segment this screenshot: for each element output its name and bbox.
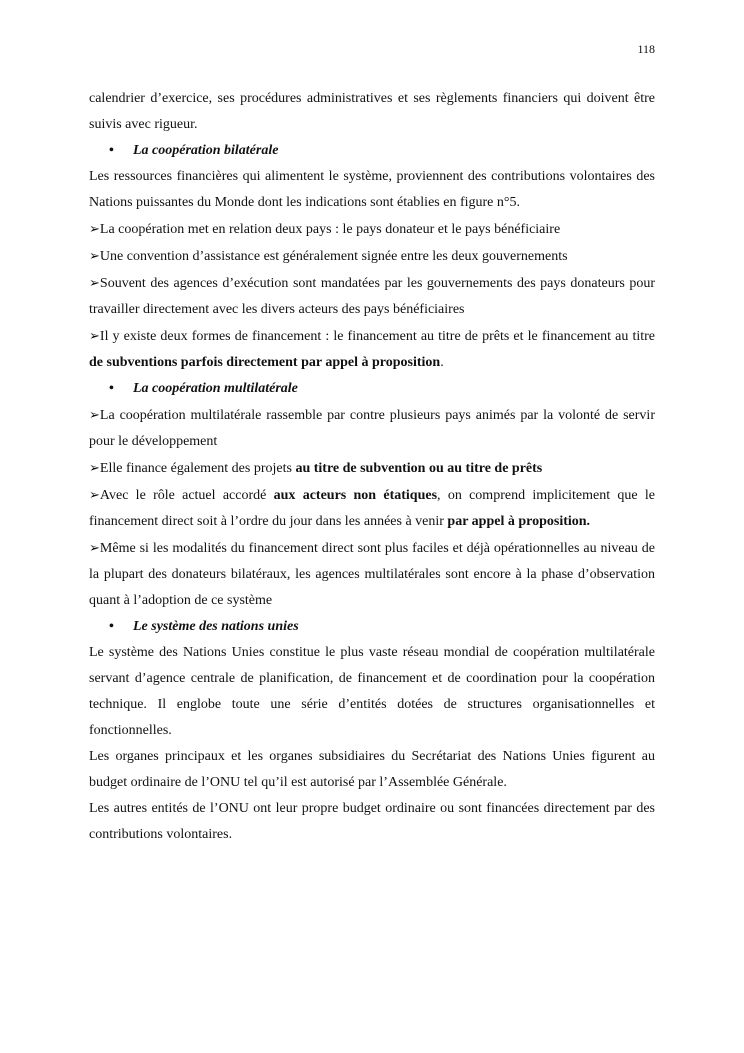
heading-multilateral: [89, 376, 655, 402]
arrow-item: ➢Même si les modalités du financement direct sont plus faciles et déjà opérationnelles au niveau de la plupart des donateurs bilatéraux, les agences multilatérales sont encore à la phase d’observation quant à l’adoption de ce système: [89, 540, 655, 608]
arrow-bullet-icon: ➢: [89, 248, 100, 263]
arrow-item: ➢Souvent des agences d’exécution sont mandatées par les gouvernements des pays donateurs pour travailler directement avec les divers acteurs des pays bénéficiaires: [89, 275, 655, 317]
paragraph-organs: Les organes principaux et les organes subsidiaires du Secrétariat des Nations Unies figurent au budget ordinaire de l’ONU tel qu’il est autorisé par l’Assemblée Générale.: [89, 749, 655, 790]
bold-phrase: par appel à proposition.: [447, 514, 591, 529]
arrow-bullet-icon: ➢: [89, 221, 100, 236]
bold-phrase: au titre de subvention ou au titre de prêts: [295, 461, 543, 476]
heading-text: La coopération bilatérale: [133, 143, 279, 158]
heading-un-system: [89, 614, 655, 640]
arrow-bullet-icon: ➢: [89, 407, 100, 422]
bullet-icon: •: [109, 381, 114, 396]
paragraph-un-system: Le système des Nations Unies constitue le plus vaste réseau mondial de coopération multilatérale servant d’agence centrale de planification, de financement et de coordination pour la coopération technique. Il englobe toute une série d’entités dotées de structures organisationnelles et fonctionnelles.: [89, 645, 655, 738]
heading-text: La coopération multilatérale: [133, 381, 298, 396]
bold-phrase: de subventions parfois directement par appel à proposition: [89, 355, 441, 370]
arrow-bullet-icon: ➢: [89, 540, 100, 555]
paragraph-intro: calendrier d’exercice, ses procédures administratives et ses règlements financiers qui doivent être suivis avec rigueur.: [89, 91, 655, 132]
arrow-bullet-icon: ➢: [89, 487, 100, 502]
heading-text: Le système des nations unies: [133, 619, 299, 634]
page-number: 118: [637, 42, 655, 56]
heading-bilateral: [89, 138, 655, 164]
document-body: [89, 86, 655, 848]
arrow-item: ➢La coopération multilatérale rassemble par contre plusieurs pays animés par la volonté de servir pour le développement: [89, 407, 655, 449]
bold-phrase: aux acteurs non étatiques: [273, 488, 438, 503]
arrow-item: ➢Elle finance également des projets au titre de subvention ou au titre de prêts: [89, 460, 543, 476]
arrow-bullet-icon: ➢: [89, 275, 100, 290]
paragraph-resources: Les ressources financières qui alimentent le système, proviennent des contributions volontaires des Nations puissantes du Monde dont les indications sont établies en figure n°5.: [89, 169, 655, 210]
arrow-bullet-icon: ➢: [89, 328, 100, 343]
bullet-icon: •: [109, 143, 114, 158]
arrow-item: ➢Il y existe deux formes de financement : le financement au titre de prêts et le financement au titre de subventions parfois directement par appel à proposition.: [89, 328, 655, 370]
arrow-item: ➢La coopération met en relation deux pays : le pays donateur et le pays bénéficiaire: [89, 221, 561, 237]
arrow-bullet-icon: ➢: [89, 460, 100, 475]
bullet-icon: •: [109, 619, 114, 634]
paragraph-other-entities: Les autres entités de l’ONU ont leur propre budget ordinaire ou sont financées directement par des contributions volontaires.: [89, 801, 655, 842]
arrow-item: ➢Une convention d’assistance est généralement signée entre les deux gouvernements: [89, 248, 568, 264]
arrow-item: ➢Avec le rôle actuel accordé aux acteurs non étatiques, on comprend implicitement que le financement direct soit à l’ordre du jour dans les années à venir par appel à proposition.: [89, 487, 655, 529]
